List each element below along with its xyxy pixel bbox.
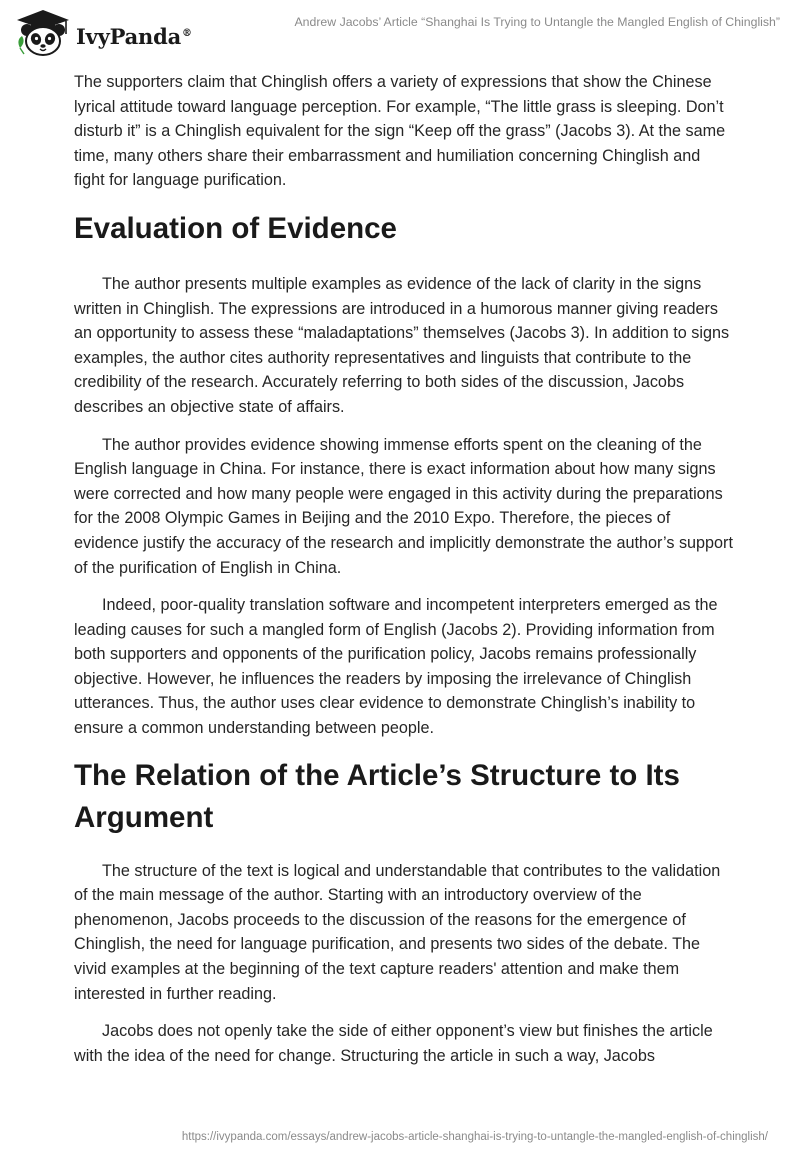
paragraph: Indeed, poor-quality translation software and incompetent interpreters emerged as the leading causes for such a mangled form of English (Jacobs 2). Providing information from both supporters and opponents of the purification policy, Jacobs remains professionally objective. However, he influences the readers by imposing the irrelevance of Chinglish utterances. Thus, the author uses clear evidence to demonstrate Chinglish’s inability to ensure a common understanding between people. (74, 596, 718, 738)
section-heading-evaluation-of-evidence: Evaluation of Evidence (74, 211, 397, 245)
paragraph: Jacobs does not openly take the side of either opponent’s view but finishes the article with the idea of the need for change. Structuring the article in such a way, Jacobs (74, 1022, 713, 1065)
registered-mark: ® (182, 27, 192, 39)
source-url[interactable]: https://ivypanda.com/essays/andrew-jacobs-article-shanghai-is-trying-to-untangle-the-mangled-english-of-chinglish/ (181, 1131, 768, 1143)
panda-graduation-cap-icon (14, 8, 72, 58)
paragraph: The author provides evidence showing immense efforts spent on the cleaning of the English language in China. For instance, there is exact information about how many signs were corrected and how many people were engaged in this activity during the preparations for the 2008 Olympic Games in Beijing and the 2010 Expo. Therefore, the pieces of evidence justify the accuracy of the research and implicitly demonstrate the author’s support of the purification of English in China. (74, 435, 733, 577)
brand-name: IvyPanda® (76, 23, 192, 49)
page-header (0, 0, 800, 60)
intro-paragraph: The supporters claim that Chinglish offers a variety of expressions that show the Chinese lyrical attitude toward language perception. For example, “The little grass is sleeping. Don’t disturb it” is a Chinglish equivalent for the sign “Keep off the grass” (Jacobs 3). At the same time, many others share their embarrassment and humiliation concerning Chinglish and fight for language purification. (74, 73, 726, 190)
essay-body (74, 70, 734, 1081)
document-title: Andrew Jacobs’ Article “Shanghai Is Trying to Untangle the Mangled English of Chinglish” (294, 15, 780, 29)
paragraph: The author presents multiple examples as evidence of the lack of clarity in the signs written in Chinglish. The expressions are introduced in a humorous manner giving readers an opportunity to assess these “maladaptations” themselves (Jacobs 3). In addition to signs examples, the author cites authority representatives and linguists that contribute to the credibility of the research. Accurately referring to both sides of the discussion, Jacobs describes an objective state of affairs. (74, 274, 730, 416)
section-heading-structure-relation: The Relation of the Article’s Structure to Its Argument (74, 758, 680, 834)
brand-logo[interactable] (14, 8, 192, 58)
paragraph: The structure of the text is logical and understandable that contributes to the validation of the main message of the author. Starting with an introductory overview of the phenomenon, Jacobs proceeds to the discussion of the reasons for the emergence of Chinglish, the need for language purification, and presents two sides of the debate. The vivid examples at the beginning of the text capture readers' attention and make them interested in further reading. (74, 861, 721, 1003)
